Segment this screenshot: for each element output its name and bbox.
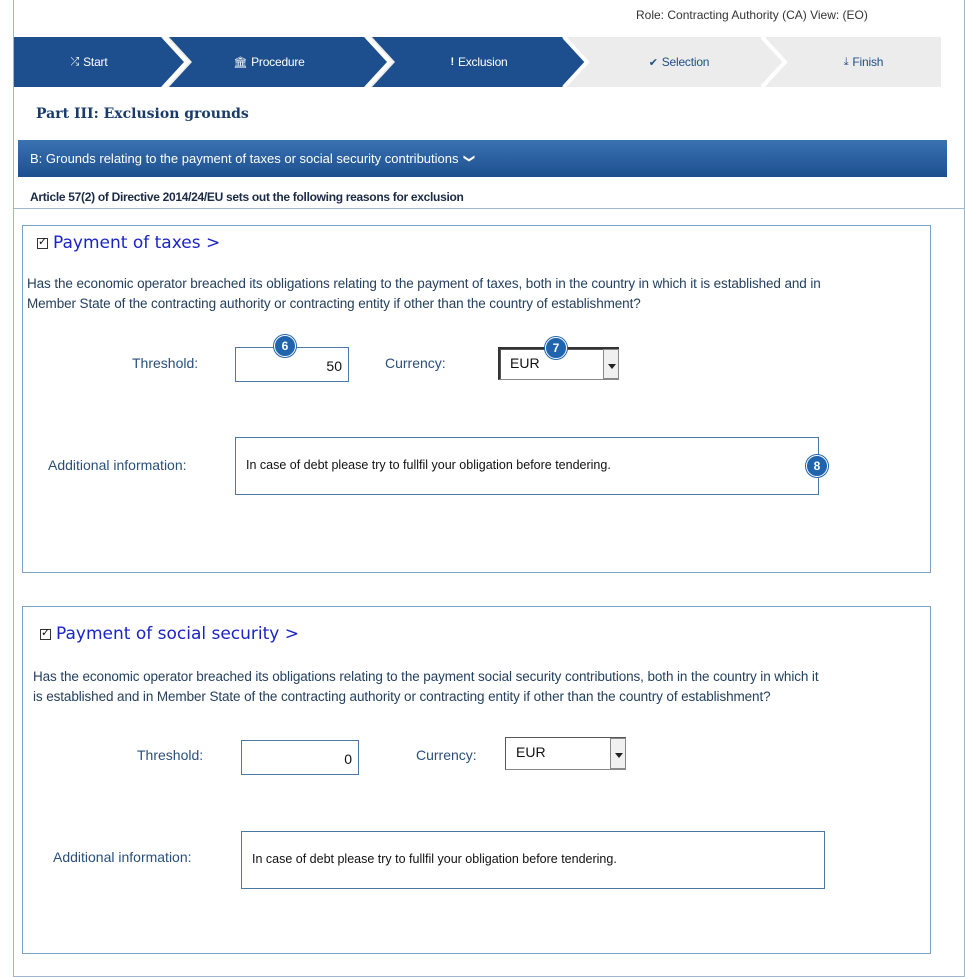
- criterion-checkbox[interactable]: [37, 238, 48, 249]
- criterion-panel-taxes: [22, 225, 931, 573]
- question-line-1: Has the economic operator breached its obligations relating to the payment of taxes, both in the country in which it is established and in: [27, 276, 821, 291]
- wizard-step-label: Selection: [661, 55, 710, 69]
- page-title: Part III: Exclusion grounds: [36, 106, 249, 122]
- question-line-1: Has the economic operator breached its obligations relating to the payment social security contributions, both in the country in which it: [33, 669, 819, 684]
- threshold-input[interactable]: 50: [235, 347, 349, 382]
- shuffle-icon: ⤮: [70, 55, 80, 68]
- role-indicator: Role: Contracting Authority (CA) View: (EO): [636, 8, 868, 22]
- currency-label: Currency:: [416, 747, 477, 763]
- annotation-marker-7: 7: [545, 337, 567, 359]
- currency-select[interactable]: [505, 737, 626, 770]
- wizard-progress: [14, 37, 941, 87]
- wizard-step-label: Procedure: [251, 55, 305, 69]
- threshold-label: Threshold:: [137, 747, 204, 763]
- wizard-step-finish[interactable]: [786, 37, 941, 87]
- section-title: B: Grounds relating to the payment of taxes or social security contributions: [30, 151, 459, 166]
- question-line-2: Member State of the contracting authority or contracting entity if other than the country of establishment?: [27, 296, 641, 311]
- chevron-down-icon[interactable]: [610, 738, 626, 769]
- additional-info-input[interactable]: In case of debt please try to fullfil your obligation before tendering.: [235, 437, 819, 495]
- criterion-title-text: Payment of taxes >: [53, 233, 221, 253]
- criterion-title-social-security[interactable]: [40, 624, 299, 644]
- criterion-title-taxes[interactable]: [37, 233, 220, 253]
- threshold-input[interactable]: 0: [241, 740, 359, 775]
- question-line-2: is established and in Member State of the contracting authority or contracting entity if other than the country of establishment?: [33, 689, 771, 704]
- criterion-question: [33, 667, 818, 707]
- article-reference: Article 57(2) of Directive 2014/24/EU sets out the following reasons for exclusion: [30, 190, 464, 204]
- annotation-marker-6: 6: [274, 335, 296, 357]
- criterion-checkbox[interactable]: [40, 629, 51, 640]
- additional-info-label: Additional information:: [53, 849, 192, 865]
- wizard-step-procedure[interactable]: [179, 37, 359, 87]
- annotation-marker-8: 8: [806, 455, 828, 477]
- wizard-step-exclusion[interactable]: [389, 37, 569, 87]
- criterion-title-text: Payment of social security >: [56, 624, 300, 644]
- wizard-step-label: Start: [83, 55, 108, 69]
- download-icon: ⤓: [843, 55, 849, 68]
- currency-value: EUR: [510, 355, 540, 371]
- check-circle-icon: ✔: [648, 56, 658, 69]
- additional-info-input[interactable]: In case of debt please try to fullfil your obligation before tendering.: [241, 831, 825, 889]
- wizard-step-label: Finish: [852, 55, 884, 69]
- exclamation-icon: !: [450, 56, 454, 68]
- wizard-step-label: Exclusion: [457, 55, 508, 69]
- threshold-label: Threshold:: [132, 355, 199, 371]
- chevron-down-icon[interactable]: [603, 349, 619, 379]
- additional-info-label: Additional information:: [48, 457, 187, 473]
- section-header-taxes[interactable]: [18, 140, 947, 177]
- wizard-step-selection[interactable]: [589, 37, 769, 87]
- wizard-step-start[interactable]: [14, 37, 164, 87]
- criterion-question: [27, 274, 821, 314]
- currency-value: EUR: [516, 744, 546, 760]
- criterion-panel-social-security: [22, 606, 931, 954]
- chevron-down-icon: ❯: [462, 153, 475, 164]
- institution-icon: 🏛: [233, 56, 248, 69]
- top-frame: [13, 0, 965, 209]
- currency-label: Currency:: [385, 355, 446, 371]
